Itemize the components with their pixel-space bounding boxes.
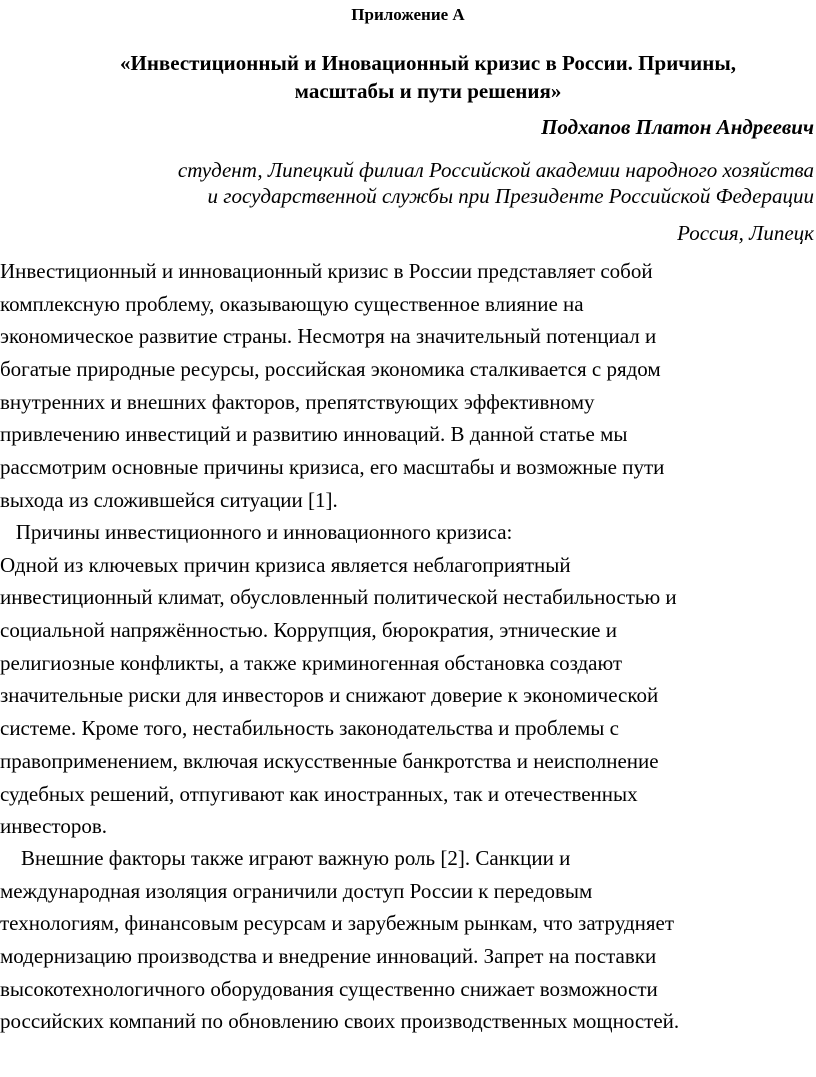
text-line: социальной напряжённостью. Коррупция, бюрократия, этнические и <box>0 618 617 643</box>
text-line: выхода из сложившейся ситуации [1]. <box>0 487 338 512</box>
text-line: судебных решений, отпугивают как иностранных, так и отечественных <box>0 781 638 806</box>
text-line: инвесторов. <box>0 814 107 839</box>
author-affiliation <box>178 157 814 209</box>
text-line: рассмотрим основные причины кризиса, его масштабы и возможные пути <box>0 455 665 480</box>
author-name: Подхапов Платон Андреевич <box>541 115 814 139</box>
article-title <box>40 49 816 105</box>
text-line: правоприменением, включая искусственные банкротства и неисполнение <box>0 748 659 773</box>
article-title-line: масштабы и пути решения» <box>294 79 562 103</box>
text-line: модернизацию производства и внедрение инноваций. Запрет на поставки <box>0 944 657 969</box>
text-line: внутренних и внешних факторов, препятствующих эффективному <box>0 389 595 414</box>
text-line: религиозные конфликты, а также криминогенная обстановка создают <box>0 650 623 675</box>
text-line: Одной из ключевых причин кризиса является неблагоприятный <box>0 552 571 577</box>
text-line: высокотехнологичного оборудования существенно снижает возможности <box>0 976 658 1001</box>
text-line: комплексную проблему, оказывающую существенное влияние на <box>0 291 584 316</box>
text-line: Инвестиционный и инновационный кризис в России представляет собой <box>0 259 653 283</box>
text-line: экономическое развитие страны. Несмотря на значительный потенциал и <box>0 324 657 349</box>
text-line: системе. Кроме того, нестабильность законодательства и проблемы с <box>0 716 619 741</box>
author-location: Россия, Липецк <box>677 221 814 245</box>
text-line: Внешние факторы также играют важную роль [2]. Санкции и <box>0 846 571 870</box>
text-line: значительные риски для инвесторов и снижают доверие к экономической <box>0 683 659 708</box>
text-line: инвестиционный климат, обусловленный политической нестабильностью и <box>0 585 677 610</box>
text-line: международная изоляция ограничили доступ России к передовым <box>0 878 593 903</box>
text-line: богатые природные ресурсы, российская экономика сталкивается с рядом <box>0 357 661 382</box>
body-paragraph-external-factors <box>0 842 816 1038</box>
body-paragraph-causes <box>0 516 816 843</box>
appendix-heading: Приложение А <box>351 5 465 24</box>
text-line: российских компаний по обновлению своих производственных мощностей. <box>0 1009 680 1034</box>
text-line: привлечению инвестиций и развитию инноваций. В данной статье мы <box>0 422 628 447</box>
affiliation-line: и государственной службы при Президенте Российской Федерации <box>207 184 814 208</box>
text-line: технологиям, финансовым ресурсам и зарубежным рынкам, что затрудняет <box>0 911 675 936</box>
body-paragraph-intro <box>0 255 816 517</box>
article-title-line: «Инвестиционный и Иновационный кризис в России. Причины, <box>119 51 736 75</box>
affiliation-line: студент, Липецкий филиал Российской академии народного хозяйства <box>177 158 814 182</box>
text-line: Причины инвестиционного и инновационного кризиса: <box>0 520 513 544</box>
